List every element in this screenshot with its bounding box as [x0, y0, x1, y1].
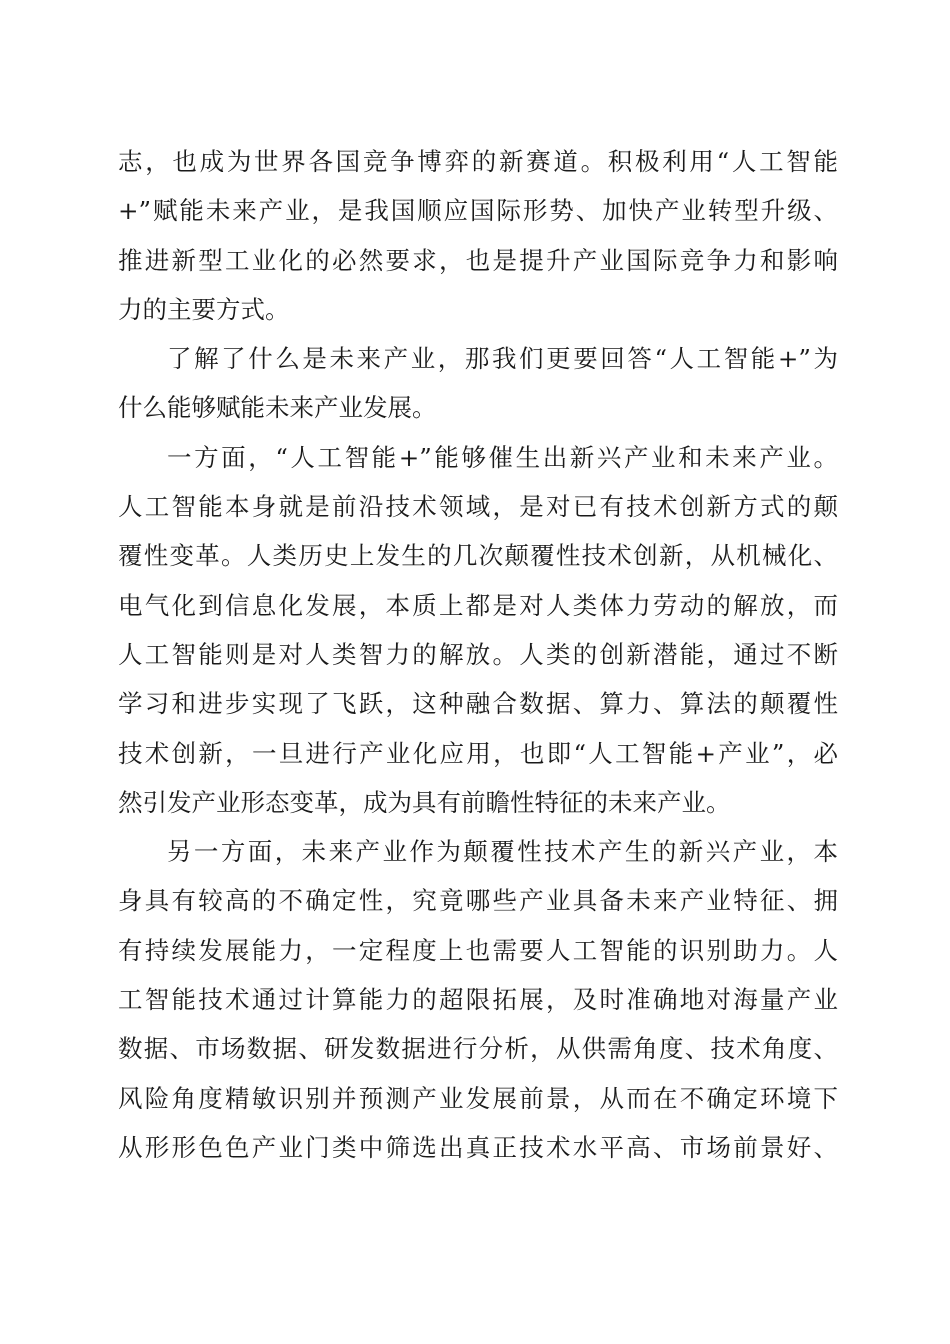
text-line: 推进新型工业化的必然要求，也是提升产业国际竞争力和影响	[118, 245, 838, 275]
text-line: 数据、市场数据、研发数据进行分析，从供需角度、技术角度、	[118, 1034, 838, 1064]
text-line: 力的主要方式。	[118, 294, 290, 324]
text-line: 人工智能本身就是前沿技术领域，是对已有技术创新方式的颠	[118, 492, 838, 522]
text-line: 工智能技术通过计算能力的超限拓展，及时准确地对海量产业	[118, 985, 838, 1015]
text-line: 然引发产业形态变革，成为具有前瞻性特征的未来产业。	[118, 787, 731, 817]
text-line: 了解了什么是未来产业，那我们更要回答“人工智能+”为	[167, 344, 838, 374]
text-line: 有持续发展能力，一定程度上也需要人工智能的识别助力。人	[118, 935, 838, 965]
text-line: 学习和进步实现了飞跃，这种融合数据、算力、算法的颠覆性	[118, 689, 838, 719]
text-line: 志，也成为世界各国竞争博弈的新赛道。积极利用“人工智能	[118, 147, 838, 176]
text-line: 从形形色色产业门类中筛选出真正技术水平高、市场前景好、	[118, 1132, 838, 1162]
body-text	[118, 137, 838, 1172]
text-line: 覆性变革。人类历史上发生的几次颠覆性技术创新，从机械化、	[118, 541, 838, 571]
text-line: 人工智能则是对人类智力的解放。人类的创新潜能，通过不断	[118, 639, 838, 669]
text-line: 一方面，“人工智能+”能够催生出新兴产业和未来产业。	[167, 442, 838, 472]
text-line: 风险角度精敏识别并预测产业发展前景，从而在不确定环境下	[118, 1083, 838, 1113]
text-line: 电气化到信息化发展，本质上都是对人类体力劳动的解放，而	[118, 590, 838, 620]
text-line: 另一方面，未来产业作为颠覆性技术产生的新兴产业，本	[167, 837, 838, 867]
text-line: 身具有较高的不确定性，究竟哪些产业具备未来产业特征、拥	[118, 886, 838, 916]
text-line: 技术创新，一旦进行产业化应用，也即“人工智能+产业”，必	[118, 738, 838, 768]
text-line: +”赋能未来产业，是我国顺应国际形势、加快产业转型升级、	[118, 196, 838, 226]
text-line: 什么能够赋能未来产业发展。	[118, 393, 437, 423]
